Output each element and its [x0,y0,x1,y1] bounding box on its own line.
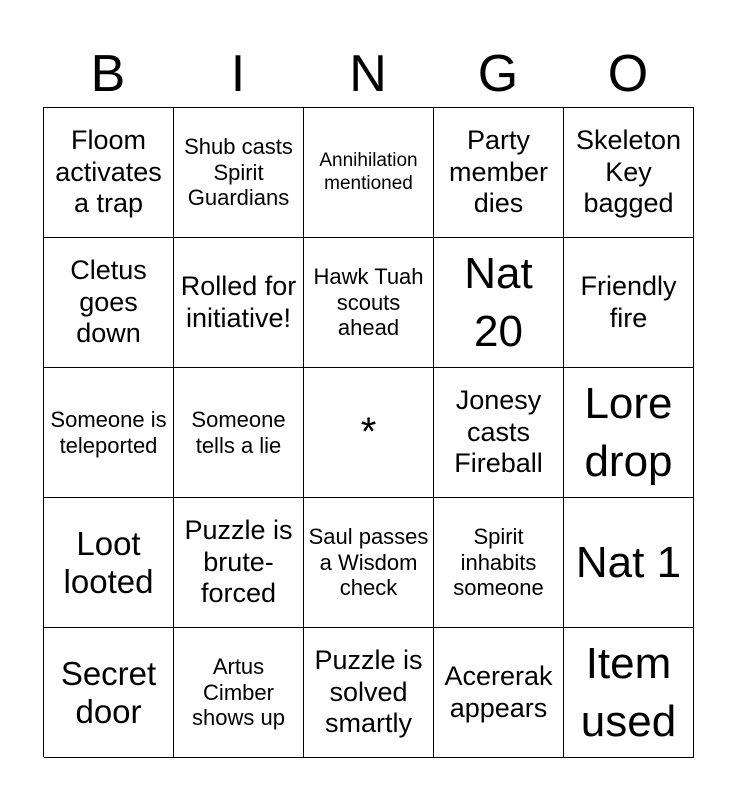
bingo-cell[interactable] [174,628,304,758]
header-letter-o: O [607,45,649,103]
header-letter-n: N [349,45,387,103]
cell-text: Rolled for initiative! [180,270,297,333]
bingo-cell[interactable] [434,238,564,368]
cell-text: Someone tells a lie [191,406,286,458]
bingo-cell[interactable] [304,238,434,368]
cell-text: Cletus goes down [70,254,147,349]
bingo-cell[interactable] [304,628,434,758]
bingo-cell[interactable] [434,368,564,498]
cell-text: Hawk Tuah scouts ahead [313,263,424,341]
cell-text: Friendly fire [580,270,677,333]
cell-text: Puzzle is solved smartly [314,644,423,739]
free-space-cell[interactable] [304,368,434,498]
bingo-cell[interactable] [44,238,174,368]
cell-text: Lore drop [584,379,673,486]
bingo-header [43,40,693,108]
header-letter-i: I [230,45,246,103]
bingo-cell[interactable] [564,368,694,498]
cell-text: Party member dies [448,124,549,219]
cell-text: Loot looted [63,524,154,600]
cell-text: Saul passes a Wisdom check [308,523,429,601]
bingo-cell[interactable] [564,108,694,238]
cell-text: Artus Cimber shows up [192,653,285,731]
bingo-cell[interactable] [44,368,174,498]
bingo-cell[interactable] [304,108,434,238]
bingo-cell[interactable] [174,368,304,498]
cell-text: Secret door [60,654,157,730]
bingo-cell[interactable] [44,498,174,628]
cell-text: Annihilation mentioned [319,150,418,194]
bingo-cell[interactable] [174,498,304,628]
cell-text: Nat 1 [575,537,682,587]
cell-text: Someone is teleported [50,406,167,458]
cell-text: Floom activates a trap [55,124,162,219]
bingo-cell[interactable] [564,498,694,628]
bingo-board [43,107,694,757]
bingo-cell[interactable] [174,108,304,238]
bingo-cell[interactable] [564,628,694,758]
cell-text: Skeleton Key bagged [575,124,682,219]
cell-text: Nat 20 [464,249,533,356]
bingo-cell[interactable] [434,108,564,238]
bingo-cell[interactable] [44,628,174,758]
bingo-cell[interactable] [44,108,174,238]
bingo-cell[interactable] [304,498,434,628]
cell-text: Shub casts Spirit Guardians [184,133,293,211]
cell-text: Item used [580,639,677,746]
header-letter-g: G [477,45,519,103]
cell-text: Jonesy casts Fireball [454,384,543,479]
cell-text: Acererak appears [444,660,553,723]
bingo-cell[interactable] [434,498,564,628]
cell-text: Puzzle is brute-forced [184,514,293,609]
free-space-star: * [360,409,377,454]
header-letter-b: B [90,45,126,103]
bingo-cell[interactable] [174,238,304,368]
bingo-cell[interactable] [434,628,564,758]
bingo-cell[interactable] [564,238,694,368]
cell-text: Spirit inhabits someone [453,523,544,601]
